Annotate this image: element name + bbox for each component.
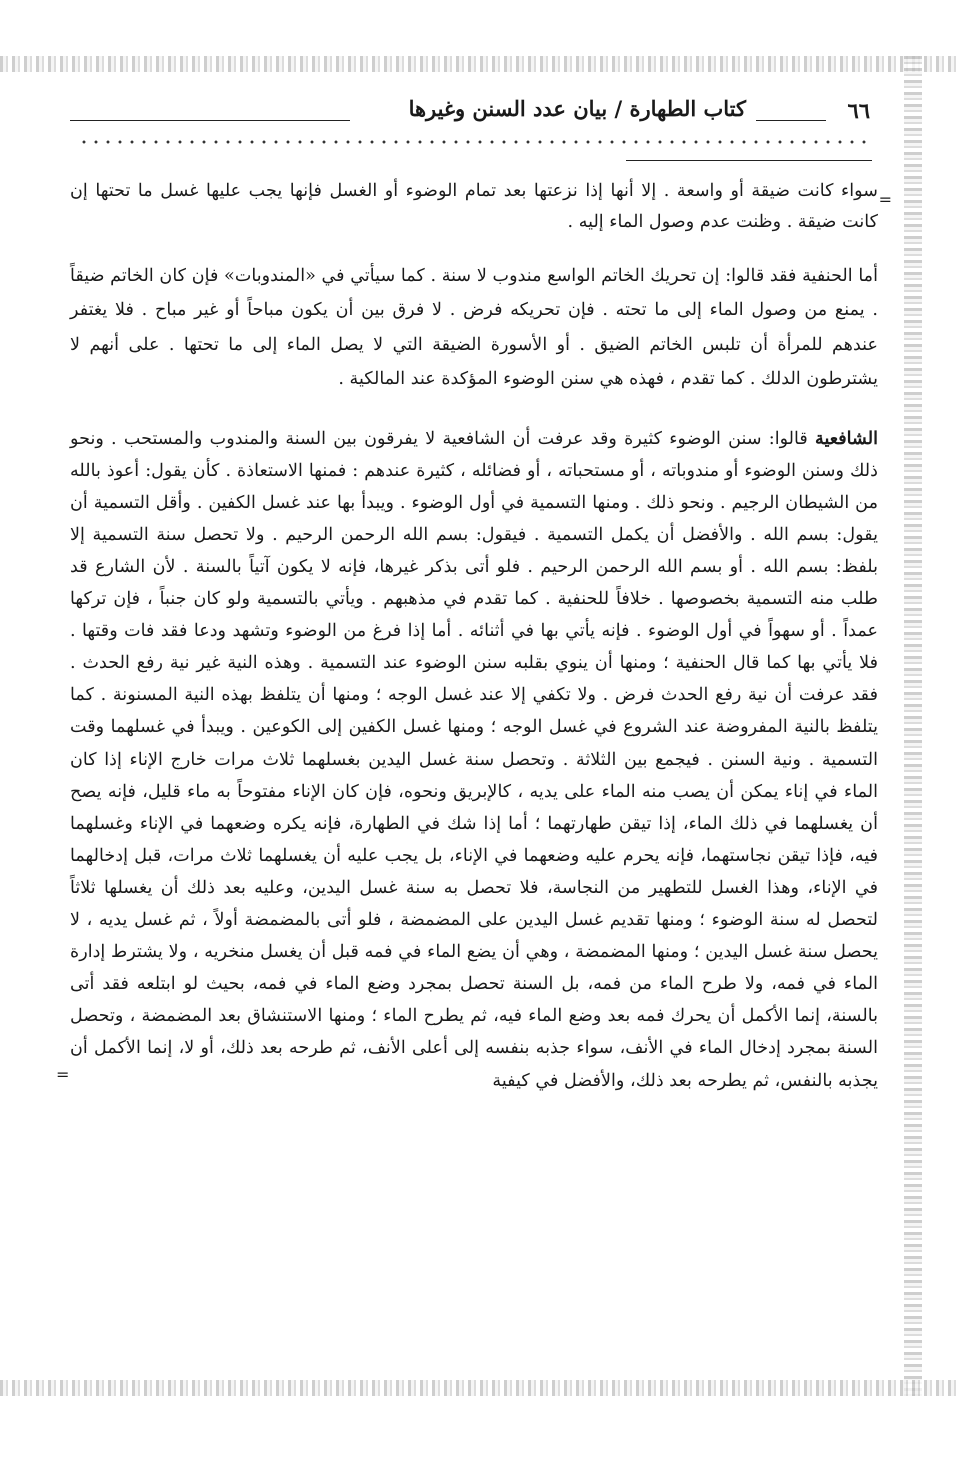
paragraph-hanafi	[70, 259, 878, 397]
ornamental-border-bottom	[0, 1380, 956, 1396]
ornamental-border-right	[904, 56, 922, 1396]
paragraph-shafii	[56, 423, 878, 1097]
running-title: كتاب الطهارة / بيان عدد السنن وغيرها	[408, 96, 746, 121]
header-rule	[70, 120, 350, 121]
page-body	[56, 176, 892, 1097]
header-rule	[756, 120, 826, 121]
page-number: ٦٦	[847, 98, 870, 123]
ornamental-border-top	[0, 56, 956, 72]
page-header	[40, 96, 870, 132]
paragraph-text: أما الحنفية فقد قالوا: إن تحريك الخاتم الواسع مندوب لا سنة . كما سيأتي في «المندوبات» فإن كان الخاتم ضيقاً . يمنع من وصول الماء إلى ما تحته . فإن تحريكه فرض . لا فرق بين أن يكون مباحاً أو غير مباح . فلا يغتفر عندهم للمرأة أن تلبس الخاتم الضيق . أو الأسورة الضيقة التي لا يصل الماء إلى ما تحتها . على أنهم لا يشترطون الدلك . كما تقدم ، فهذه هي سنن الوضوء المؤكدة عند المالكية .	[70, 266, 878, 390]
paragraph-continuation	[70, 176, 892, 238]
continuation-mark-end: =	[56, 1064, 70, 1084]
paragraph-leader: الشافعية	[815, 427, 878, 449]
paragraph-text: قالوا: سنن الوضوء كثيرة وقد عرفت أن الشافعية لا يفرقون بين السنة والمندوب والمستحب . ونحو ذلك وسنن الوضوء أو مندوباته ، أو مستحباته ، أو فضائله ، كثيرة عندهم : فمنها الاستعاذة . كأن يقول: أعوذ بالله من الشيطان الرجيم . ونحو ذلك . ومنها التسمية في أول الوضوء . ويبدأ بها عند غسل الكفين . وأقل التسمية أن يقول: بسم الله . والأفضل أن يكمل التسمية . فيقول: بسم الله الرحمن الرحيم . ولا تحصل سنة التسمية إلا بلفظ: بسم الله . أو بسم الله الرحمن الرحيم . فلو أتى بذكر غيرها، فإنه لا يكون آتياً بالسنة . لأن الشارع قد طلب منه التسمية بخصوصها . خلافاً للحنفية . كما تقدم في مذهبهم . ويأتي بالتسمية ولو كان جنباً ، فإن تركها عمداً . أو سهواً في أول الوضوء . فإنه يأتي بها في أثنائه . أما إذا فرغ من الوضوء وتشهد ودعا فقد فات وقتها . فلا يأتي بها كما قال الحنفية ؛ ومنها أن ينوي بقلبه سنن الوضوء عند التسمية . وهذه النية غير نية رفع الحدث . فقد عرفت أن نية رفع الحدث فرض . ولا تكفي إلا عند غسل الوجه ؛ ومنها أن يتلفظ بهذه النية المسنونة . كما يتلفظ بالنية المفروضة عند الشروع في غسل الوجه ؛ ومنها غسل الكفين إلى الكوعين . ويبدأ في غسلهما وقت التسمية . ونية السنن . فيجمع بين الثلاثة . وتحصل سنة غسل اليدين بغسلهما ثلاث مرات خارج الإناء إذا كان الماء في إناء يمكن أن يصب منه الماء على يديه ، كالإبريق ونحوه، فإن كان الإناء مفتوحاً به ماء قليل، فإنه يصح أن يغسلهما في ذلك الماء، إذا تيقن طهارتهما ؛ أما إذا شك في الطهارة، فإنه يكره وضعهما في الإناء وغسلهما فيه، فإذا تيقن نجاستهما، فإنه يحرم عليه وضعهما في الإناء، بل يجب عليه أن يغسلهما ثلاث مرات، قبل إدخالهما في الإناء، وهذا الغسل للتطهير من النجاسة، فلا تحصل به سنة غسل اليدين، وعليه بعد ذلك أن يغسلها ثلاثاً لتحصل له سنة الوضوء ؛ ومنها تقديم غسل اليدين على المضمضة ، فلو أتى بالمضمضة أولاً ، ثم غسل يديه ، لا يحصل سنة غسل اليدين ؛ ومنها المضمضة ، وهي أن يضع الماء في فمه قبل أن يغسل منخريه ، ولا يشترط إدارة الماء في فمه، ولا طرح الماء من فمه، بل السنة تحصل بمجرد وضع الماء في فمه، بحيث لو ابتلعه فقد أتى بالسنة، إنما الأكمل أن يحرك فمه بعد وضع الماء فيه، ثم يطرح الماء ؛ ومنها الاستنشاق بعد المضمضة ، وتحصل السنة بمجرد إدخال الماء في الأنف، سواء جذبه بنفسه إلى أعلى الأنف، ثم طرحه بعد ذلك، أو لا، إنما الأكمل أن يجذبه بالنفس، ثم يطرحه بعد ذلك، والأفضل في كيفية	[70, 428, 878, 1091]
paragraph-text: سواء كانت ضيقة أو واسعة . إلا أنها إذا نزعتها بعد تمام الوضوء أو الغسل فإنها يجب عليها غسل ما تحتها إن كانت ضيقة . وظنت عدم وصول الماء إليه .	[70, 181, 878, 232]
dotted-separator	[78, 140, 868, 144]
continuation-mark-start: =	[878, 190, 892, 209]
footnote-rule	[626, 160, 872, 161]
